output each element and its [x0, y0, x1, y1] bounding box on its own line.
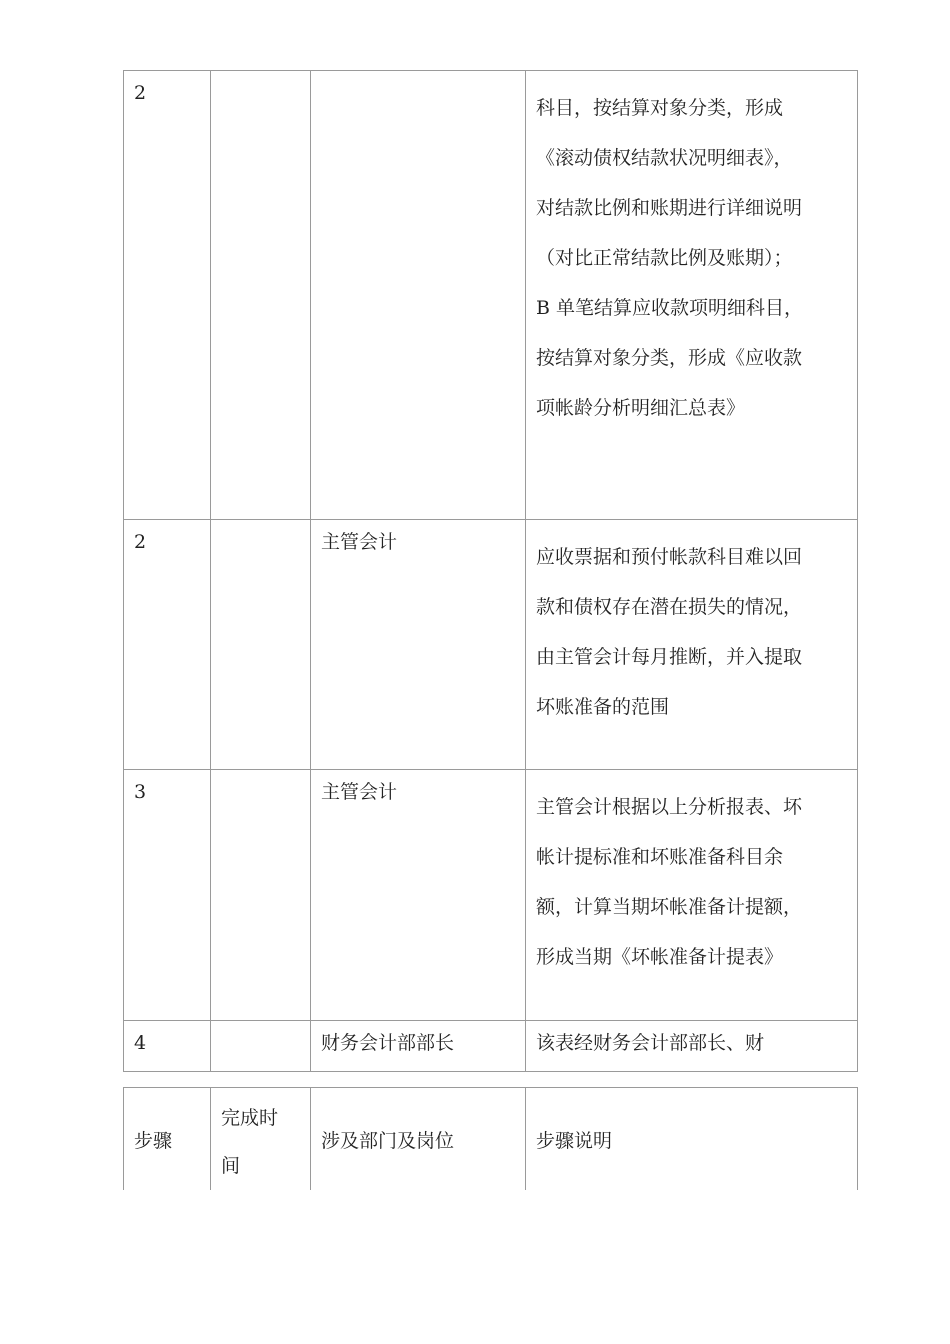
table-row — [124, 770, 858, 1021]
header-time-line: 间 — [221, 1155, 241, 1177]
step-cell: 2 — [124, 520, 211, 770]
time-cell — [211, 520, 311, 770]
desc-line: 该表经财务会计部部长、财 — [536, 1032, 765, 1054]
desc-line: 由主管会计每月推断，并入提取 — [536, 646, 803, 668]
desc-cell — [526, 770, 858, 1021]
header-time — [211, 1088, 311, 1191]
dept-cell — [311, 71, 526, 520]
desc-line: 款和债权存在潜在损失的情况， — [536, 596, 803, 618]
step-cell: 4 — [124, 1021, 211, 1072]
desc-line: 项帐龄分析明细汇总表》 — [536, 397, 746, 419]
desc-cell — [526, 1021, 858, 1072]
header-table — [123, 1087, 858, 1190]
table-row — [124, 1021, 858, 1072]
desc-line: 对结款比例和账期进行详细说明 — [536, 197, 803, 219]
dept-cell: 主管会计 — [311, 770, 526, 1021]
time-cell — [211, 71, 311, 520]
dept-cell: 财务会计部部长 — [311, 1021, 526, 1072]
desc-line: 应收票据和预付帐款科目难以回 — [536, 546, 803, 568]
desc-cell — [526, 520, 858, 770]
table-header-row — [124, 1088, 858, 1191]
desc-line: 额，计算当期坏帐准备计提额， — [536, 896, 803, 918]
table-row — [124, 520, 858, 770]
desc-cell — [526, 71, 858, 520]
step-cell: 2 — [124, 71, 211, 520]
desc-line: 科目，按结算对象分类，形成 — [536, 97, 784, 119]
header-desc: 步骤说明 — [526, 1088, 858, 1191]
desc-line: 形成当期《坏帐准备计提表》 — [536, 946, 784, 968]
process-table — [123, 70, 858, 1072]
header-step: 步骤 — [124, 1088, 211, 1191]
desc-line: （对比正常结款比例及账期）； — [536, 247, 793, 269]
dept-cell: 主管会计 — [311, 520, 526, 770]
table-row — [124, 71, 858, 520]
header-dept: 涉及部门及岗位 — [311, 1088, 526, 1191]
desc-line: 按结算对象分类，形成《应收款 — [536, 347, 803, 369]
desc-line: B 单笔结算应收款项明细科目， — [536, 297, 804, 319]
header-time-line: 完成时 — [221, 1107, 279, 1129]
desc-line: 主管会计根据以上分析报表、坏 — [536, 796, 803, 818]
time-cell — [211, 770, 311, 1021]
desc-line: 帐计提标准和坏账准备科目余 — [536, 846, 784, 868]
desc-line: 《滚动债权结款状况明细表》， — [536, 147, 793, 169]
step-cell: 3 — [124, 770, 211, 1021]
time-cell — [211, 1021, 311, 1072]
desc-line: 坏账准备的范围 — [536, 696, 670, 718]
